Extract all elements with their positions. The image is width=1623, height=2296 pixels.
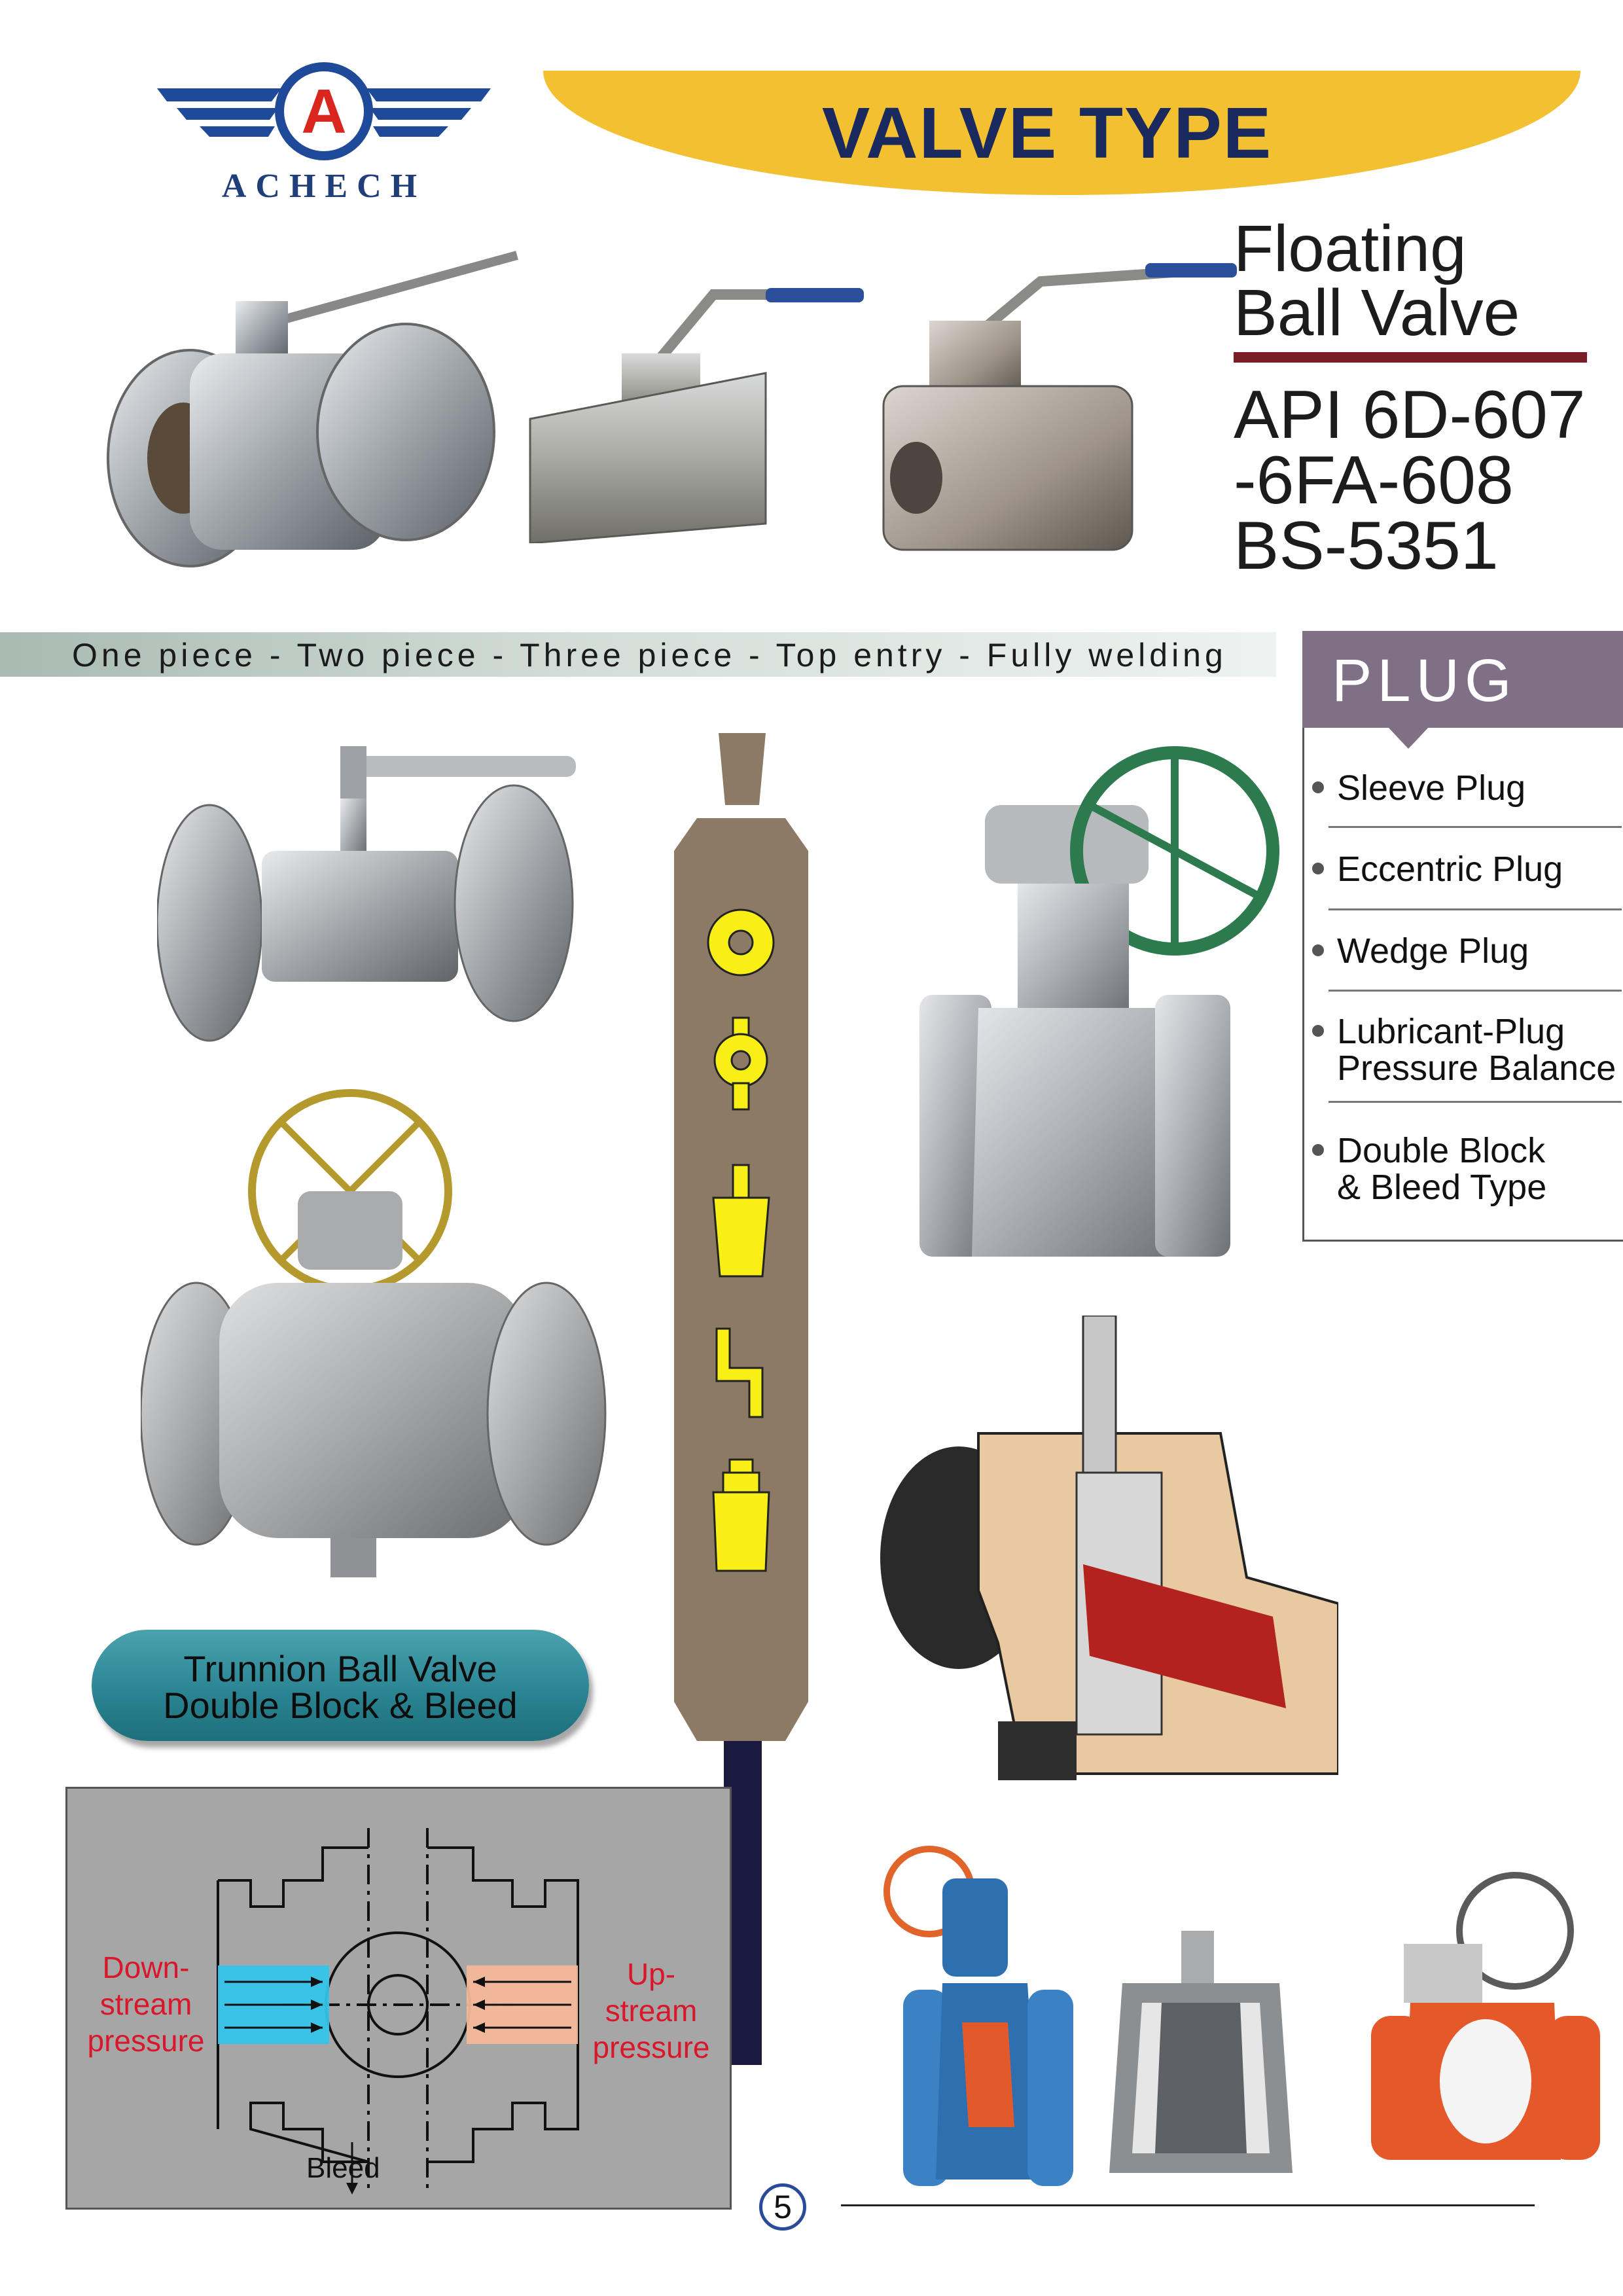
page-title: VALVE TYPE: [821, 93, 1273, 173]
actuated-plug-valve-photo: [877, 1839, 1093, 2193]
plug-item-label-line2: & Bleed Type: [1337, 1168, 1547, 1207]
ball-symbol-icon: [708, 910, 774, 975]
plug-valve-section-photo: [1103, 1931, 1299, 2179]
bullet-icon: [1312, 1025, 1324, 1037]
divider: [1329, 826, 1622, 828]
plug-header-notch: [1387, 726, 1429, 749]
floating-title-line1: Floating: [1234, 212, 1467, 285]
standard-line2: -6FA-608: [1234, 442, 1514, 518]
bullet-icon: [1312, 944, 1324, 956]
upstream-label-line2: stream: [605, 1994, 698, 2028]
title-rule: [1234, 352, 1587, 363]
svg-text:A: A: [301, 77, 347, 147]
floating-title-line2: Ball Valve: [1234, 276, 1520, 350]
trunnion-label-line1: Trunnion Ball Valve: [183, 1648, 497, 1689]
trunnion-label-line2: Double Block & Bleed: [163, 1685, 518, 1726]
plug-item-label: Eccentric Plug: [1337, 850, 1563, 889]
standard-line3: BS-5351: [1234, 508, 1499, 584]
divider: [1329, 908, 1622, 910]
plug-title: PLUG: [1332, 647, 1517, 714]
plug-item-label-line2: Pressure Balance: [1337, 1049, 1616, 1088]
bullet-icon: [1312, 863, 1324, 874]
downstream-label-line3: pressure: [87, 2024, 205, 2058]
bleed-label: Bleed: [306, 2152, 380, 2184]
upstream-label: [586, 1956, 717, 2066]
bullet-icon: [1312, 781, 1324, 793]
standard-line1: API 6D-607: [1234, 377, 1586, 453]
downstream-label-line2: stream: [99, 1987, 192, 2021]
upstream-label-line3: pressure: [592, 2030, 710, 2064]
lined-plug-valve-photo: [1364, 1872, 1607, 2173]
footer-rule: [841, 2204, 1535, 2206]
downstream-label: [80, 1949, 211, 2059]
two-piece-flanged-ball-valve-photo: [105, 242, 524, 569]
gear-operated-plug-valve-photo: [913, 740, 1299, 1263]
one-piece-threaded-ball-valve-photo: [517, 242, 877, 543]
divider: [1329, 1101, 1622, 1103]
valve-symbol-column: [648, 720, 834, 1741]
plug-valve-cutaway-photo: [880, 1316, 1338, 1787]
company-name: ACHECH: [221, 168, 427, 205]
downstream-label-line1: Down-: [102, 1950, 190, 1984]
bullet-icon: [1312, 1144, 1324, 1156]
trunnion-ball-valve-photo: [141, 1086, 612, 1590]
divider: [1329, 990, 1622, 992]
side-entry-ball-valve-photo: [157, 720, 582, 1086]
plug-item-label: Wedge Plug: [1337, 931, 1529, 971]
three-piece-ball-valve-photo: [870, 255, 1243, 563]
plug-item-label: Lubricant-Plug: [1337, 1012, 1565, 1051]
types-strip-text: One piece - Two piece - Three piece - Top entry - Fully welding: [72, 637, 1227, 673]
double-block-bleed-diagram: [65, 1787, 732, 2210]
plug-item-label: Sleeve Plug: [1337, 768, 1526, 808]
page-number: 5: [759, 2183, 806, 2231]
plug-item-label: Double Block: [1337, 1131, 1546, 1170]
upstream-label-line1: Up-: [626, 1957, 676, 1991]
wedge-top-icon: [719, 733, 766, 805]
